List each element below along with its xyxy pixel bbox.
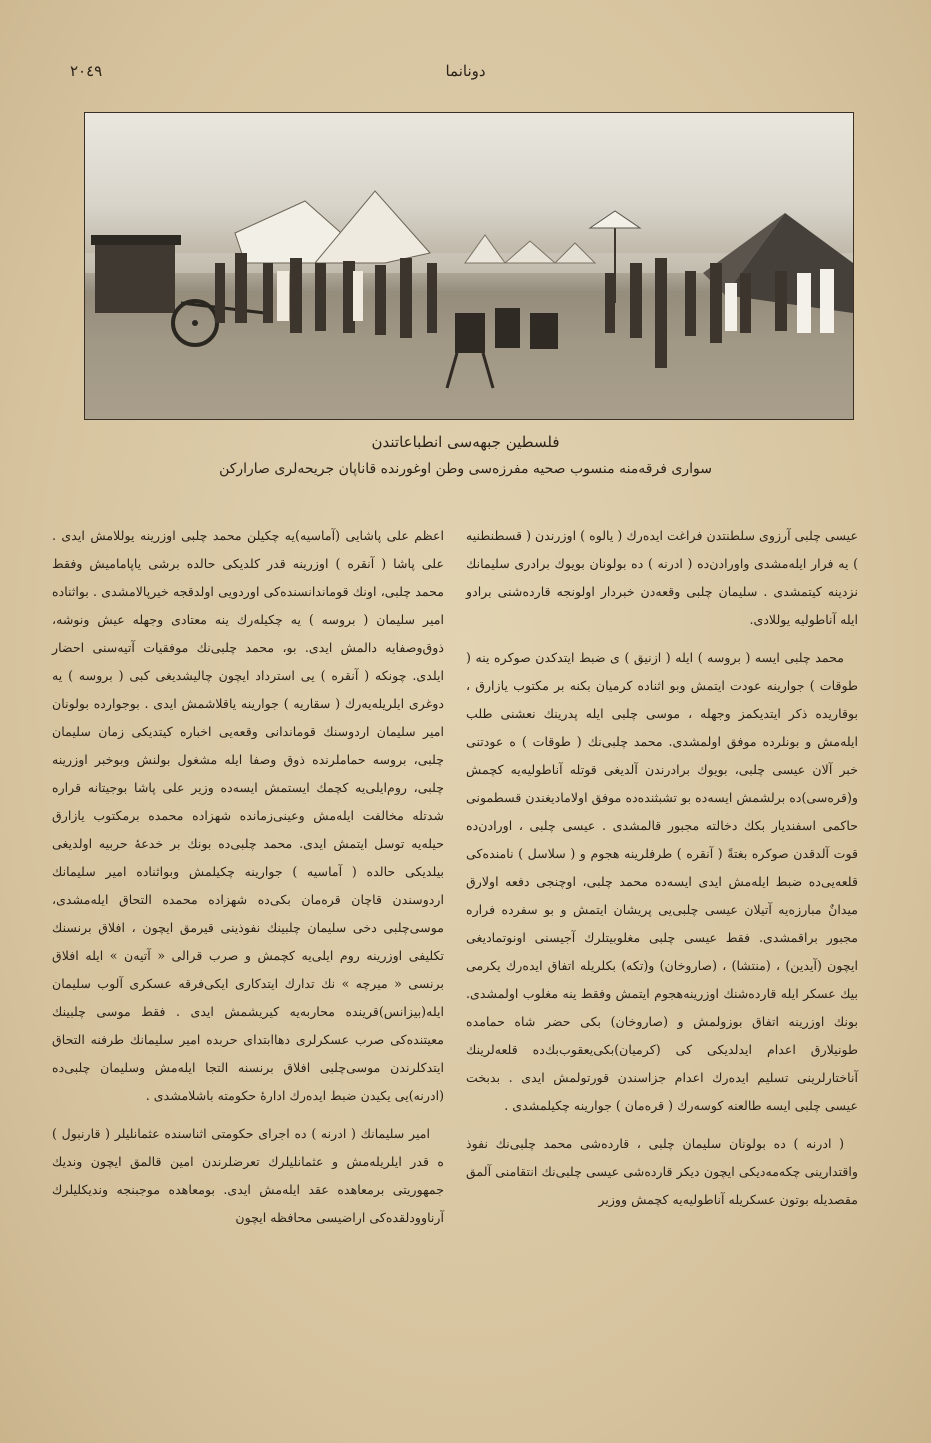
- paragraph: ( ادرنه ) ده بولونان سليمان چلبى ، قارده‌شى محمد چلبى‌نك نفوذ واقتدارينى چكه‌مه‌ديكى ايچون ديكر قارده‌شى عيسى چلبى‌نك انتقامنى آلمق مقصديله بوتون عسكريله آناطوليه‌يه كچمش ووزير: [466, 1136, 858, 1207]
- camp-photograph-icon: [85, 113, 853, 419]
- camp-photograph: [84, 112, 854, 420]
- right-column: [466, 522, 858, 1224]
- paragraph: عيسى چلبى آرزوى سلطنتدن فراغت ايده‌رك ( يالوه ) اوزرندن ( قسطنطنيه ) يه فرار ايله‌مشدى واورادن‌ده ( ادرنه ) ده بولونان بويوك برادرى سليمانك نزدينه کيتمشدى . سليمان چلبى وقعه‌دن خبردار اولونجه قارده‌شنى برادو ايله آناطوليه يوللادى.: [466, 528, 858, 627]
- photo-caption-title: فلسطين جبهه‌سى انطباعاتندن: [371, 433, 560, 451]
- paragraph: محمد چلبى ايسه ( بروسه ) ايله ( ازنيق ) ى ضبط ايتدكدن صوكره ينه ( طوقات ) جوارينه عودت ايتمش وبو اثناده کرميان بكنه بر مكتوب يازارق ، بوقاريده ذكر ايتديكمز وجهله ، موسى چلبى ايله پدرينك نعشنى طلب ايله‌مش و بونلرده موفق اولمشدى. محمد چلبى‌نك ( طوقات ) ه عودتنى خبر آلان عيسى چلبى، بويوك برادرندن آلديغى قوتله آناطوليه‌يه كچمش و(قره‌سى)ده برلشمش ايسه‌ده بو تشبثنده‌ده موفق اولاماديغندن قسطمونى حاكمى اسفنديار بكك دخالته مجبور قالمشدى . عيسى چلبى ، اورادن‌ده قوت آلدقدن صوکره بغتةً ( آنقره ) طرفلرينه هجوم و ( سلاسل ) نامنده‌كى قلعه‌یی‌ده ضبط ايله‌مش ايدى ايسه‌ده محمد چلبى، اوچنجى دفعه اولارق ميدانٌ مبارزه‌يه آتيلان عيسى چلبى‌يى پريشان ايتمش و بو سفرده فراره مجبور براقمشدى. فقط عيسى چلبى مغلوبيتلرك آجيسنى اونوتماديغى ايچون (آيدين) ، (منتشا) ، (صاروخان) و(تكه) بكلريله اتفاق ايده‌رك يكرمى بيك عسكر ايله قارده‌شنك اوزرينه‌هجوم ايتمش وفقط ينه مغلوب اولمشدى. بونك اوزرينه اتفاق بوزولمش و (صاروخان) بكى حضر شاه حمامده طونيلارق اعدام ايدلديكى كى (كرميان)بكى‌يعقوب‌بك‌ده قلعه‌لرينك آناختارلرينى تسليم ايده‌رك اعدام جزاسندن قورتولمش ايدى . بدبخت عيسى چلبى ايسه طالعنه کوسه‌رك ( قره‌مان ) جوارينه چكيلمشدى .: [466, 650, 858, 1113]
- left-column: [52, 522, 444, 1242]
- paragraph: امير سليمانك ( ادرنه ) ده اجراى حكومتى اثناسنده عثمانليلر ( قارنبول ) ه قدر ايلريله‌مش و عثمانليلرك تعرضلرندن امين قالمق ايچون ونديك جمهوريتى برمعاهده عقد ايله‌مش ايدى. بومعاهده موجبنجه ونديكليلرك آرناوودلقده‌كى اراضيسى محافظه ايچون: [52, 1126, 444, 1225]
- photo-caption-subtitle: سوارى فرقه‌منه منسوب صحيه مفرزه‌سى وطن اوغورنده قاناپان جريحه‌لرى صارارکن: [219, 461, 712, 477]
- page-number: ٢٠٤٩: [70, 62, 103, 80]
- paragraph: اعظم على پاشايى (آماسيه)يه چكيلن محمد چلبى اوزرينه يوللامش ايدى . على پاشا ( آنقره ) اوزرينه قدر کلديكى حالده برشى ياپاماميش وفقط محمد چلبى، اونك قوماندانسنده‌كى اوردويى اولدقجه خيرپالامشدى . بواثناده امير سليمان ( بروسه ) يه چكيله‌رك ينه معتادى وجهله عيش ونوشه، ذوق‌وصفايه دالمش ايدى. بو، محمد چلبى‌نك موفقيات آتيه‌سنى احضار ايلدى. چونكه ( آنقره ) يى استرداد ايچون چاليشديغى كبى ( بروسه ) يه دوغرى ايلريله‌يه‌رك ( سقاريه ) جوارينه ياقلاشمش ايدى . بوجوارده بولونان امير سليمان اردوسنك قوماندانى وقعه‌يى اخباره كيتديكى زمان سليمان چلبى، بروسه حماملرنده ذوق وصفا ايله مشغول بولنش وبوخبر اوزرينه چلبى، روم‌ايلى‌يه كچمك ايستمش ايسه‌ده وزير على پاشا بوجيتانه قراره شدتله مخالفت ايله‌مش وعينى‌زمانده شهزاده محمده برمكتوب يازارق حيله‌يه توسل ايتمش ايدى. محمد چلبى‌ده بونك بر خدعهٔ حربيه اولديغى بيلديكى حالده ( آماسيه ) جوارينه چكيلمش وبواثناده امير سليمانك اردوسندن قاچان قره‌مان بكى‌ده شهزاده محمده التحاق ايله‌مشدى، موسى‌چلبى دخى سليمان چلبينك نفوذينى قيرمق ايچون ، افلاق برنسنك تكليفى اوزرينه روم ايلى‌يه كچمش و صرب قرالى « آتيه‌ن » ايله افلاق برنسى « ميرچه » نك تدارك ايتدكارى ايكى‌فرقه عسكرى آلوب سليمان ايله(بيزانس)قرينده محاربه‌يه كيريشمش ايدى . فقط موسى چلبينك معيتنده‌كى صرب عسكرلرى دهاابتدای حربده امير سليمانك طرفنه التحاق ايتدكلرندن موسى‌چلبى افلاق برنسنه التجا ايله‌مش وسليمان چلبى‌ده (ادرنه)يى يكيدن ضبط ايده‌رك ادارهٔ حكومته باشلامشدى .: [52, 528, 444, 1103]
- magazine-name: دونانما: [445, 62, 486, 80]
- running-head: [0, 62, 931, 86]
